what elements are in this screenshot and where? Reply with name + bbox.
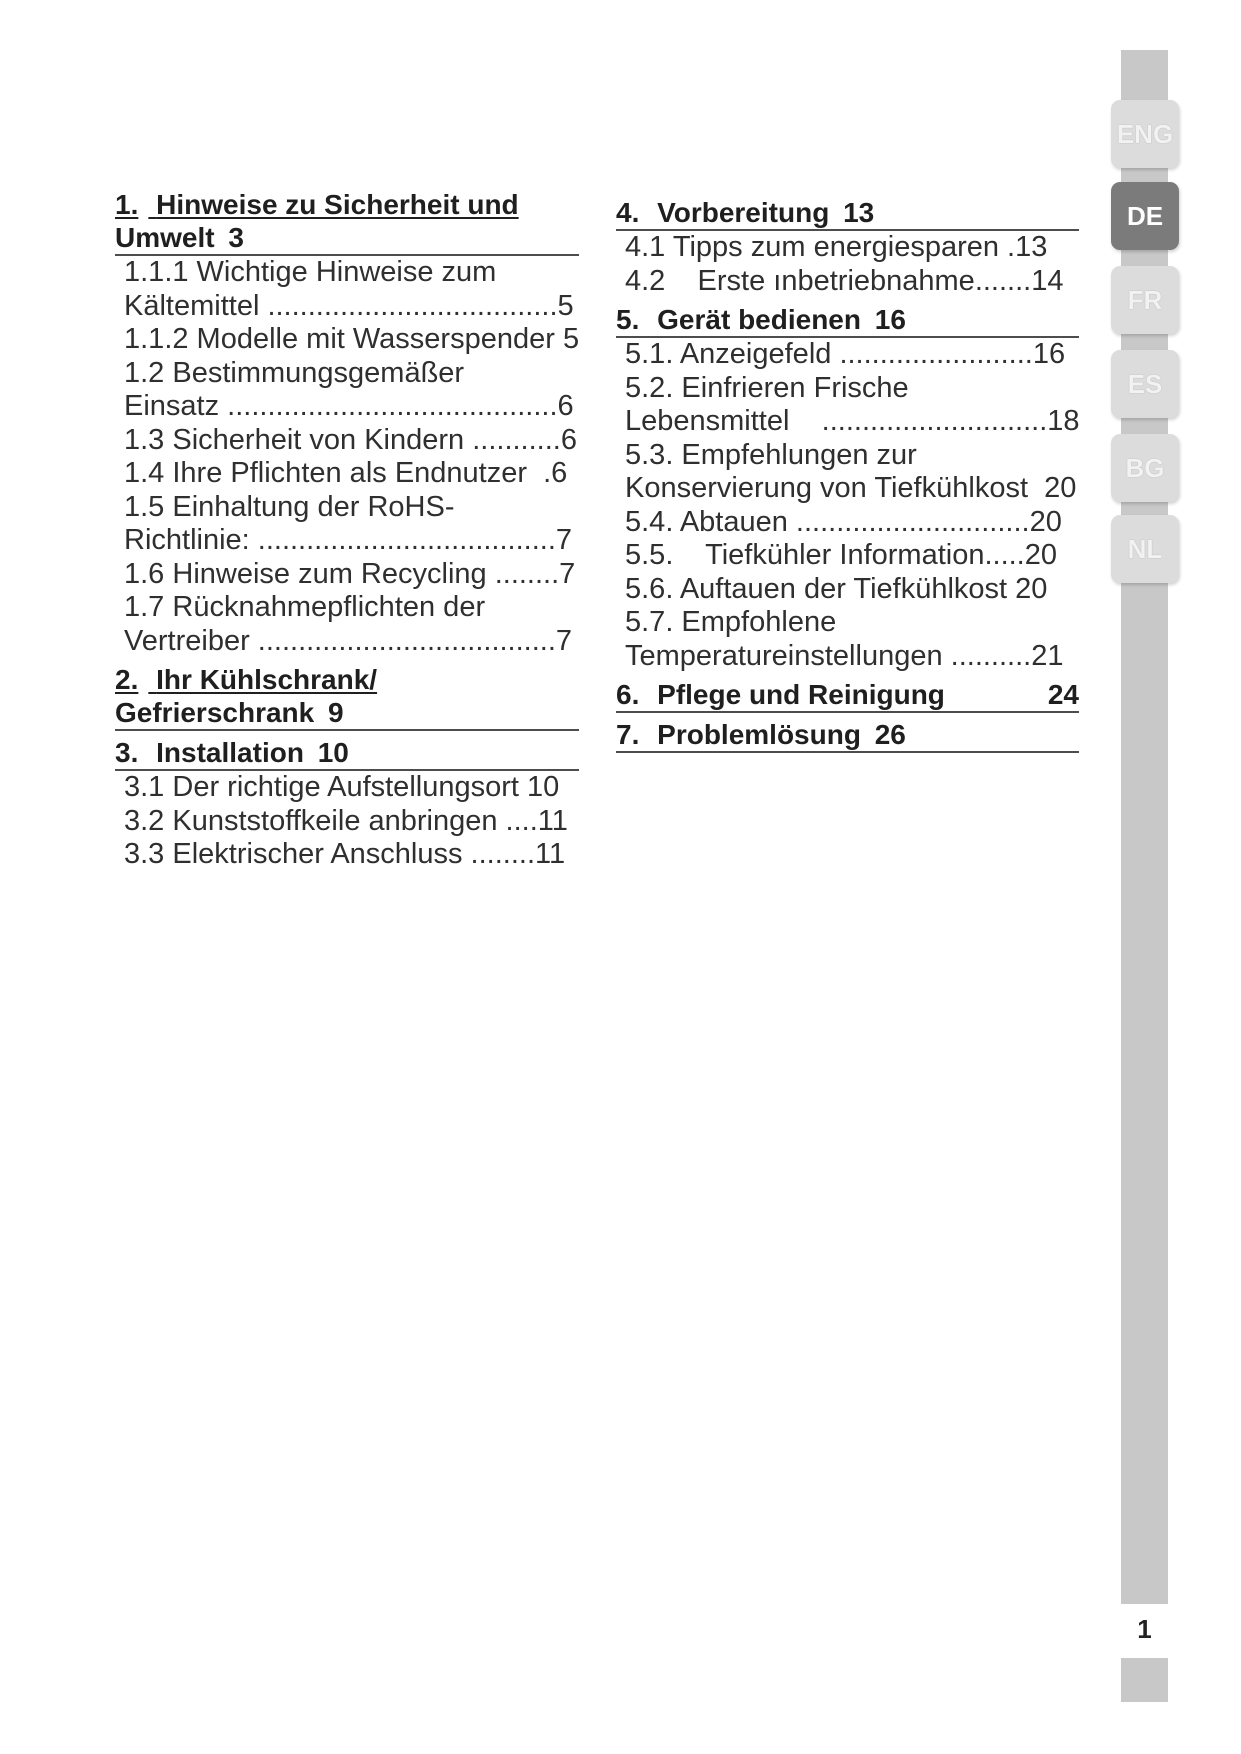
toc-entry-1-3[interactable] (124, 424, 579, 458)
toc-entry-line: Richtlinie: .....................................7 (124, 524, 573, 556)
toc-entry-3-3[interactable] (124, 838, 579, 872)
heading-number: 5. (616, 304, 640, 335)
toc-entry-1-6[interactable] (124, 558, 579, 592)
toc-entry-1-4[interactable] (124, 457, 579, 491)
heading-title: Installation (156, 737, 304, 768)
page-number: 1 (1137, 1614, 1152, 1644)
toc-column-right (616, 196, 1079, 753)
toc-entry-5-2[interactable] (625, 372, 1079, 439)
toc-entry-5-1[interactable] (625, 338, 1079, 372)
toc-entry-line: 3.2 Kunststoffkeile anbringen ....11 (124, 804, 568, 837)
toc-entry-line: 5.5. Tiefkühler Information.....20 (625, 539, 1057, 571)
toc-entry-line: Konservierung von Tiefkühlkost 20 (625, 472, 1077, 504)
toc-entry-line: Einsatz .........................................6 (124, 390, 574, 422)
heading-page-number: 10 (317, 737, 349, 768)
heading-number: 3. (115, 737, 139, 768)
toc-entries-1 (115, 256, 579, 658)
toc-entry-line: Lebensmittel ............................18 (625, 405, 1080, 437)
toc-heading-4[interactable] (616, 196, 1079, 231)
page-footer-block (1121, 1658, 1168, 1702)
language-tab-de[interactable]: DE (1111, 182, 1179, 250)
toc-entry-line: 5.3. Empfehlungen zur (625, 438, 917, 471)
heading-page-number: 9 (328, 697, 344, 728)
toc-entry-line: Vertreiber .....................................7 (124, 624, 573, 657)
toc-entry-3-1[interactable] (124, 771, 579, 805)
toc-entry-line: 3.3 Elektrischer Anschluss ........11 (124, 838, 566, 870)
heading-number: 6. (616, 679, 640, 710)
language-tab-nl[interactable]: NL (1111, 515, 1179, 583)
toc-entry-5-7[interactable] (625, 606, 1079, 673)
heading-title: Vorbereitung (657, 197, 830, 228)
language-tab-eng[interactable]: ENG (1111, 100, 1179, 168)
toc-entry-line: 1.1.2 Modelle mit Wasserspender 5 (124, 323, 580, 355)
toc-entry-line: 5.7. Empfohlene (625, 606, 837, 638)
toc-heading-2[interactable] (115, 663, 579, 731)
language-tab-bg[interactable]: BG (1111, 434, 1179, 502)
toc-heading-6[interactable] (616, 678, 1079, 713)
toc-column-left (115, 188, 579, 872)
language-tab-es[interactable]: ES (1111, 350, 1179, 418)
toc-entries-4 (616, 231, 1079, 298)
toc-entry-5-6[interactable] (625, 573, 1079, 607)
toc-entry-1-7[interactable] (124, 591, 579, 658)
heading-title: Umwelt (115, 222, 215, 253)
toc-entry-3-2[interactable] (124, 805, 579, 839)
toc-heading-1[interactable] (115, 188, 579, 256)
toc-entry-line: 3.1 Der richtige Aufstellungsort 10 (124, 771, 560, 803)
toc-heading-5[interactable] (616, 303, 1079, 338)
toc-entry-line: 1.1.1 Wichtige Hinweise zum (124, 256, 497, 288)
toc-entry-line: 5.2. Einfrieren Frische (625, 371, 909, 404)
toc-entry-line: 1.5 Einhaltung der RoHS- (124, 490, 455, 523)
heading-title: Gerät bedienen (657, 304, 861, 335)
toc-entries-5 (616, 338, 1079, 673)
language-tab-fr[interactable]: FR (1111, 266, 1179, 334)
heading-page-number: 24 (1047, 679, 1079, 710)
toc-entry-line: 5.1. Anzeigefeld ........................16 (625, 338, 1066, 370)
heading-page-number: 26 (874, 719, 906, 750)
toc-entry-5-5[interactable] (625, 539, 1079, 573)
toc-entry-5-3[interactable] (625, 439, 1079, 506)
toc-entries-3 (115, 771, 579, 872)
heading-title: Problemlösung (657, 719, 861, 750)
toc-entry-line: 4.2 Erste ınbetriebnahme.......14 (625, 264, 1064, 297)
heading-page-number: 13 (843, 197, 875, 228)
toc-entry-1-1-1[interactable] (124, 256, 579, 323)
heading-title: Pflege und Reinigung (657, 679, 945, 710)
toc-entry-1-1-2[interactable] (124, 323, 579, 357)
heading-title: Gefrierschrank (115, 697, 315, 728)
toc-entry-line: Kältemittel ....................................5 (124, 289, 574, 322)
toc-entry-line: 4.1 Tipps zum energiesparen .13 (625, 231, 1048, 263)
toc-entry-4-1[interactable] (625, 231, 1079, 265)
heading-page-number: 16 (874, 304, 906, 335)
toc-entry-line: 1.6 Hinweise zum Recycling ........7 (124, 557, 576, 590)
heading-number: 4. (616, 197, 640, 228)
toc-entry-1-5[interactable] (124, 491, 579, 558)
toc-entry-line: 5.4. Abtauen .............................20 (625, 505, 1062, 538)
heading-number: 2. (115, 664, 139, 695)
toc-entry-line: 5.6. Auftauen der Tiefkühlkost 20 (625, 572, 1048, 605)
toc-heading-3[interactable] (115, 736, 579, 771)
heading-number: 7. (616, 719, 640, 750)
heading-page-number: 3 (228, 222, 244, 253)
toc-entry-line: 1.2 Bestimmungsgemäßer (124, 356, 465, 389)
heading-title: Hinweise zu Sicherheit und (156, 189, 519, 220)
toc-entry-line: Temperatureinstellungen ..........21 (625, 639, 1064, 672)
toc-entry-line: 1.7 Rücknahmepflichten der (124, 591, 486, 623)
toc-entry-1-2[interactable] (124, 357, 579, 424)
heading-number: 1. (115, 189, 139, 220)
toc-heading-7[interactable] (616, 718, 1079, 753)
toc-entry-line: 1.4 Ihre Pflichten als Endnutzer .6 (124, 457, 568, 489)
toc-entry-4-2[interactable] (625, 265, 1079, 299)
heading-title: Ihr Kühlschrank/ (156, 664, 378, 695)
toc-entry-line: 1.3 Sicherheit von Kindern ...........6 (124, 423, 577, 456)
toc-entry-5-4[interactable] (625, 506, 1079, 540)
heading-label (616, 678, 945, 711)
